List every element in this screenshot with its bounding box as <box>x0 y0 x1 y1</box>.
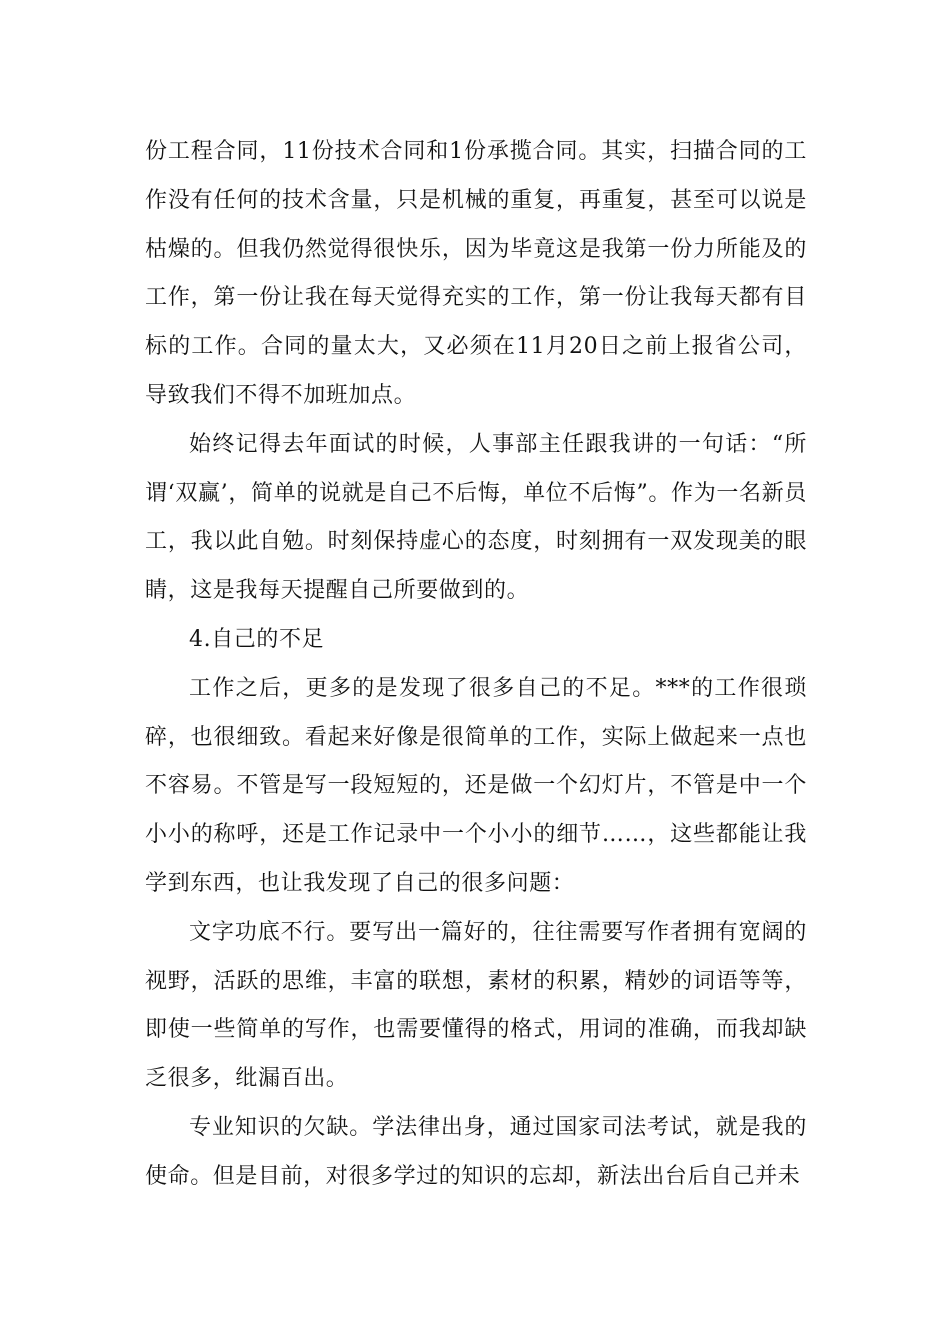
paragraph-interview: 始终记得去年面试的时候，人事部主任跟我讲的一句话：“所谓‘双赢’，简单的说就是自己不后悔，单位不后悔”。作为一名新员工，我以此自勉。时刻保持虚心的态度，时刻拥有一双发现美的眼睛，这是我每天提醒自己所要做到的。 <box>145 431 807 604</box>
document-body <box>145 128 807 1202</box>
paragraph-writing-skills: 文字功底不行。要写出一篇好的，往往需要写作者拥有宽阔的视野，活跃的思维，丰富的联想，素材的积累，精妙的词语等等，即使一些简单的写作，也需要懂得的格式，用词的准确，而我却缺乏很多，纰漏百出。 <box>145 919 807 1092</box>
paragraph-professional-knowledge: 专业知识的欠缺。学法律出身，通过国家司法考试，就是我的使命。但是目前，对很多学过的知识的忘却，新法出台后自己并未 <box>145 1114 807 1189</box>
section-heading-shortcomings: 4.自己的不足 <box>189 626 325 652</box>
paragraph-contracts: 份工程合同，11份技术合同和1份承揽合同。其实，扫描合同的工作没有任何的技术含量，只是机械的重复，再重复，甚至可以说是枯燥的。但我仍然觉得很快乐，因为毕竟这是我第一份力所能及的工作，第一份让我在每天觉得充实的工作，第一份让我每天都有目标的工作。合同的量太大，又必须在11月20日之前上报省公司，导致我们不得不加班加点。 <box>145 139 807 408</box>
paragraph-shortcomings: 工作之后，更多的是发现了很多自己的不足。***的工作很琐碎，也很细致。看起来好像是很简单的工作，实际上做起来一点也不容易。不管是写一段短短的，还是做一个幻灯片，不管是中一个小小的称呼，还是工作记录中一个小小的细节……，这些都能让我学到东西，也让我发现了自己的很多问题： <box>145 675 807 896</box>
